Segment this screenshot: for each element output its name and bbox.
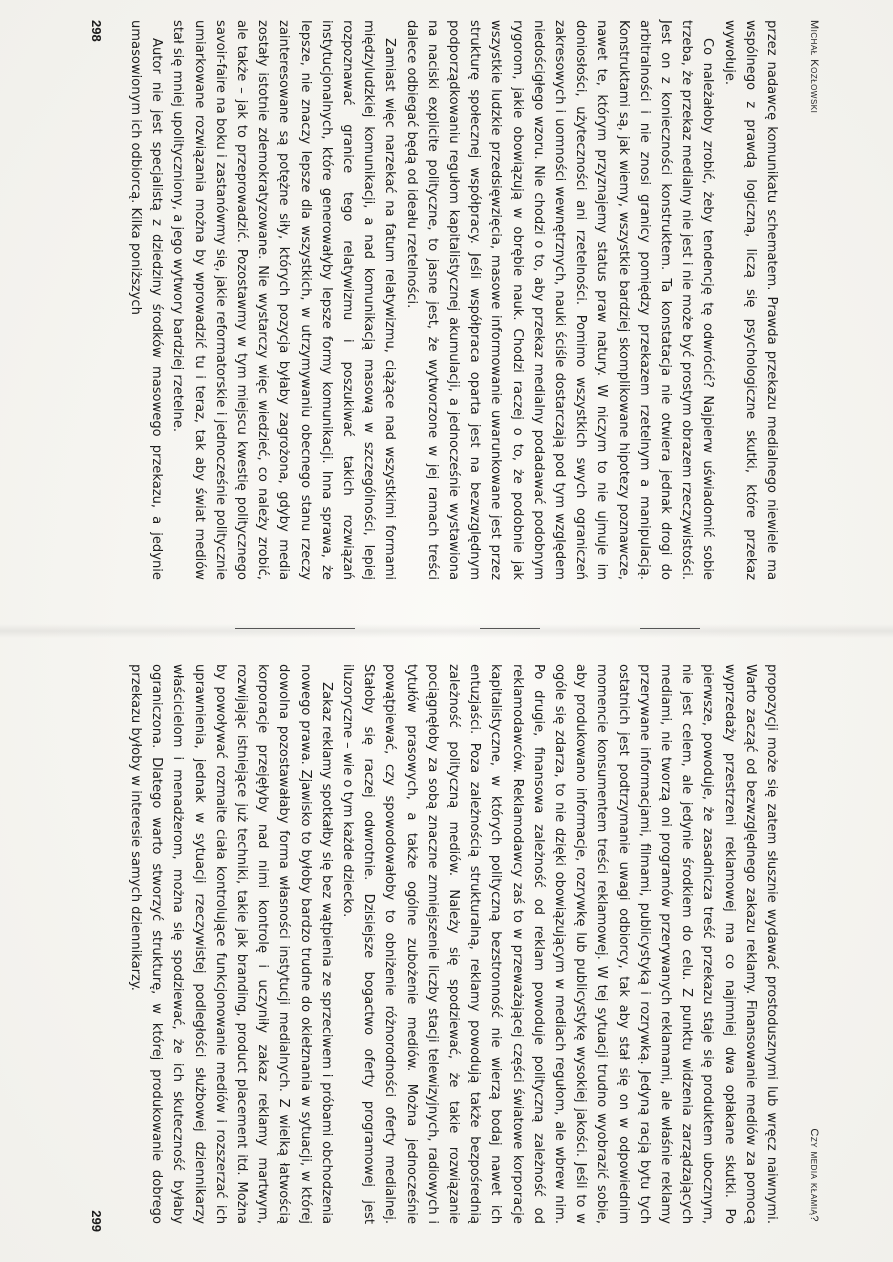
paragraph: Zamiast więc narzekać na fatum relatywizmu, ciążące nad wszystkimi formami międzyludzkiej komunikacji, a nad komunikacją masową w szczególności, lepiej rozpoznawać granice tego relatywizmu i poszukiwać takich rozwiązań instytucjonalnych, które generowałyby lepsze formy komunikacji. Inna sprawa, że lepsze, nie znaczy lepsze dla wszystkich, w utrzymywaniu obecnego stanu rzeczy zainteresowane są potężne siły, których pozycja byłaby zagrożona, gdyby media zostały istotnie zdemokratyzowane. Nie wystarczy więc wiedzieć, co należy zrobić, ale także – jak to przeprowadzić. Pozostawmy w tym miejscu kwestię politycznego savoir-faire na boku i zastanówmy się, jakie reformatorskie i jednocześnie politycznie umiarkowane rozwiązania można by wprowadzić tu i teraz, tak aby świat mediów stał się mniej upolityczniony, a jego wytwory bardziej rzetelne.: [170, 20, 398, 580]
page-number: 299: [89, 1210, 104, 1232]
page-number: 298: [89, 20, 104, 42]
gutter-mark: [480, 628, 540, 629]
left-page-body: [125, 20, 782, 580]
paragraph: Autor nie jest specjalistą z dziedziny środków masowego przekazu, a jedynie umasowionym ich odbiorcą. Kilka poniższych: [127, 20, 165, 580]
book-gutter: [0, 624, 893, 638]
gutter-mark: [235, 628, 355, 629]
left-page: [80, 20, 820, 610]
paragraph: Co należałoby zrobić, żeby tendencję tę odwrócić? Najpierw uświadomić sobie trzeba, że przekaz medialny nie jest i nie może być prostym obrazem rzeczywistości. Jest on z konieczności konstruktem. Ta konstatacja nie otwiera jednak drogi do arbitralności i nie znosi granicy pomiędzy przekazem rzetelnym a manipulacją. Konstruktami są, jak wiemy, wszystkie bardziej skomplikowane hipotezy poznawcze, nawet te, którym przyznajemy status praw natury. W niczym to nie ujmuje im doniosłości, użyteczności ani rzetelności. Pomimo wszystkich swych ograniczeń zakresowych i uomności wewnętrznych, nauki ściśle dostarczają pod tym względem niedościgłego wzoru. Nie chodzi o to, aby przekaz medialny podadawać podobnym rygorom, jakie obowiązują w obrębie nauk. Chodzi raczej o to, że podobnie jak wszystkie ludzkie przedsięwzięcia, masowe informowanie uwarunkowane jest przez strukturę społecznej współpracy. Jeśli współpraca oparta jest na bezwzględnym podporządkowaniu regułom kapitalistycznej akumulacji, a jednocześnie wystawiona na naciski explicite polityczne, to jasne jest, że wytworzone w jej ramach treści dalece odbiegać będą od ideału rzetelności.: [403, 20, 716, 580]
right-page-body: [125, 664, 782, 1224]
gutter-mark: [640, 628, 700, 629]
running-head-author: Michał Kozłowski: [808, 20, 820, 114]
right-page: [80, 652, 820, 1242]
paragraph: przez nadawcę komunikatu schematem. Prawda przekazu medialnego niewiele ma wspólnego z prawdą logiczną, liczą się psychologiczne skutki, które przekaz wywołuje.: [721, 20, 779, 580]
running-head-title: Czy media kłamią?: [808, 1128, 820, 1222]
paragraph: Zakaz reklamy spotkałby się bez wątpienia ze sprzeciwem i próbami obchodzenia nowego prawa. Zjawisko to byłoby bardzo trudne do okiełznania w sytuacji, w której dowolna pozostawałaby forma własności instytucji medialnych. Z wielką łatwością korporacje przejęłyby nad nimi kontrolę i uczyniły zakaz reklamy martwym, rozwijając istniejące już techniki, takie jak branding, product placement itd. Można by powoływać rozmaite ciała kontrolujące funkcjonowanie mediów i rozszerzać ich uprawnienia, jednak w sytuacji rzeczywistej podległości służbowej dziennikarzy właścicielom i menadżerom, można się spodziewać, że ich skuteczność byłaby ograniczona. Dlatego warto stworzyć strukturę, w której produkowanie dobrego przekazu byłoby w interesie samych dziennikarzy.: [127, 664, 334, 1224]
paragraph: propozycji może się zatem słusznie wydawać prostodusznymi lub wręcz naiwnymi. Warto zacząć od bezwzględnego zakazu reklamy. Finansowanie mediów za pomocą wyprzedaży przestrzeni reklamowej ma co najmniej dwa opłakane skutki. Po pierwsze, powoduje, że zasadnicza treść przekazu staje się produktem ubocznym, nie jest celem, ale jedynie środkiem do celu. Z punktu widzenia zarządzających mediami, nie tworzą oni programów przerywanych reklamami, ale właśnie reklamy przerywane informacjami, filmami, publicystyką i rozrywką. Jedyną racją bytu tych ostatnich jest podtrzymanie uwagi odbiorcy, tak aby stał się on w odpowiednim momencie konsumentem treści reklamowej. W tej sytuacji trudno wyobrazić sobie, aby produkowano informacje, rozrywkę lub publicystykę wysokiej jakości. Jeśli to w ogóle się zdarza, to nie dzięki obowiązującym w mediach regułom, ale wbrew nim. Po drugie, finansowa zależność od reklam powoduje polityczną zależność od reklamodawców. Reklamodawcy zaś to w przeważającej części światowe korporacje kapitalistyczne, w których polityczną bezstronność nie wierzą bodaj nawet ich entuzjaści. Poza zależnością strukturalną, reklamy powodują także bezpośrednią zależność polityczną mediów. Należy się spodziewać, że takie rozwiązanie pociągnęłoby za sobą znaczne zmniejszenie liczby stacji telewizyjnych, radiowych i tytułów prasowych, a także ogólne zubożenie mediów. Można jednocześnie powątpiewać, czy spowodowałoby to obniżenie różnorodności oferty medialnej. Stałoby się raczej odwrotnie. Dzisiejsze bogactwo oferty programowej jest iluzoryczne – wie o tym każde dziecko.: [339, 664, 779, 1224]
